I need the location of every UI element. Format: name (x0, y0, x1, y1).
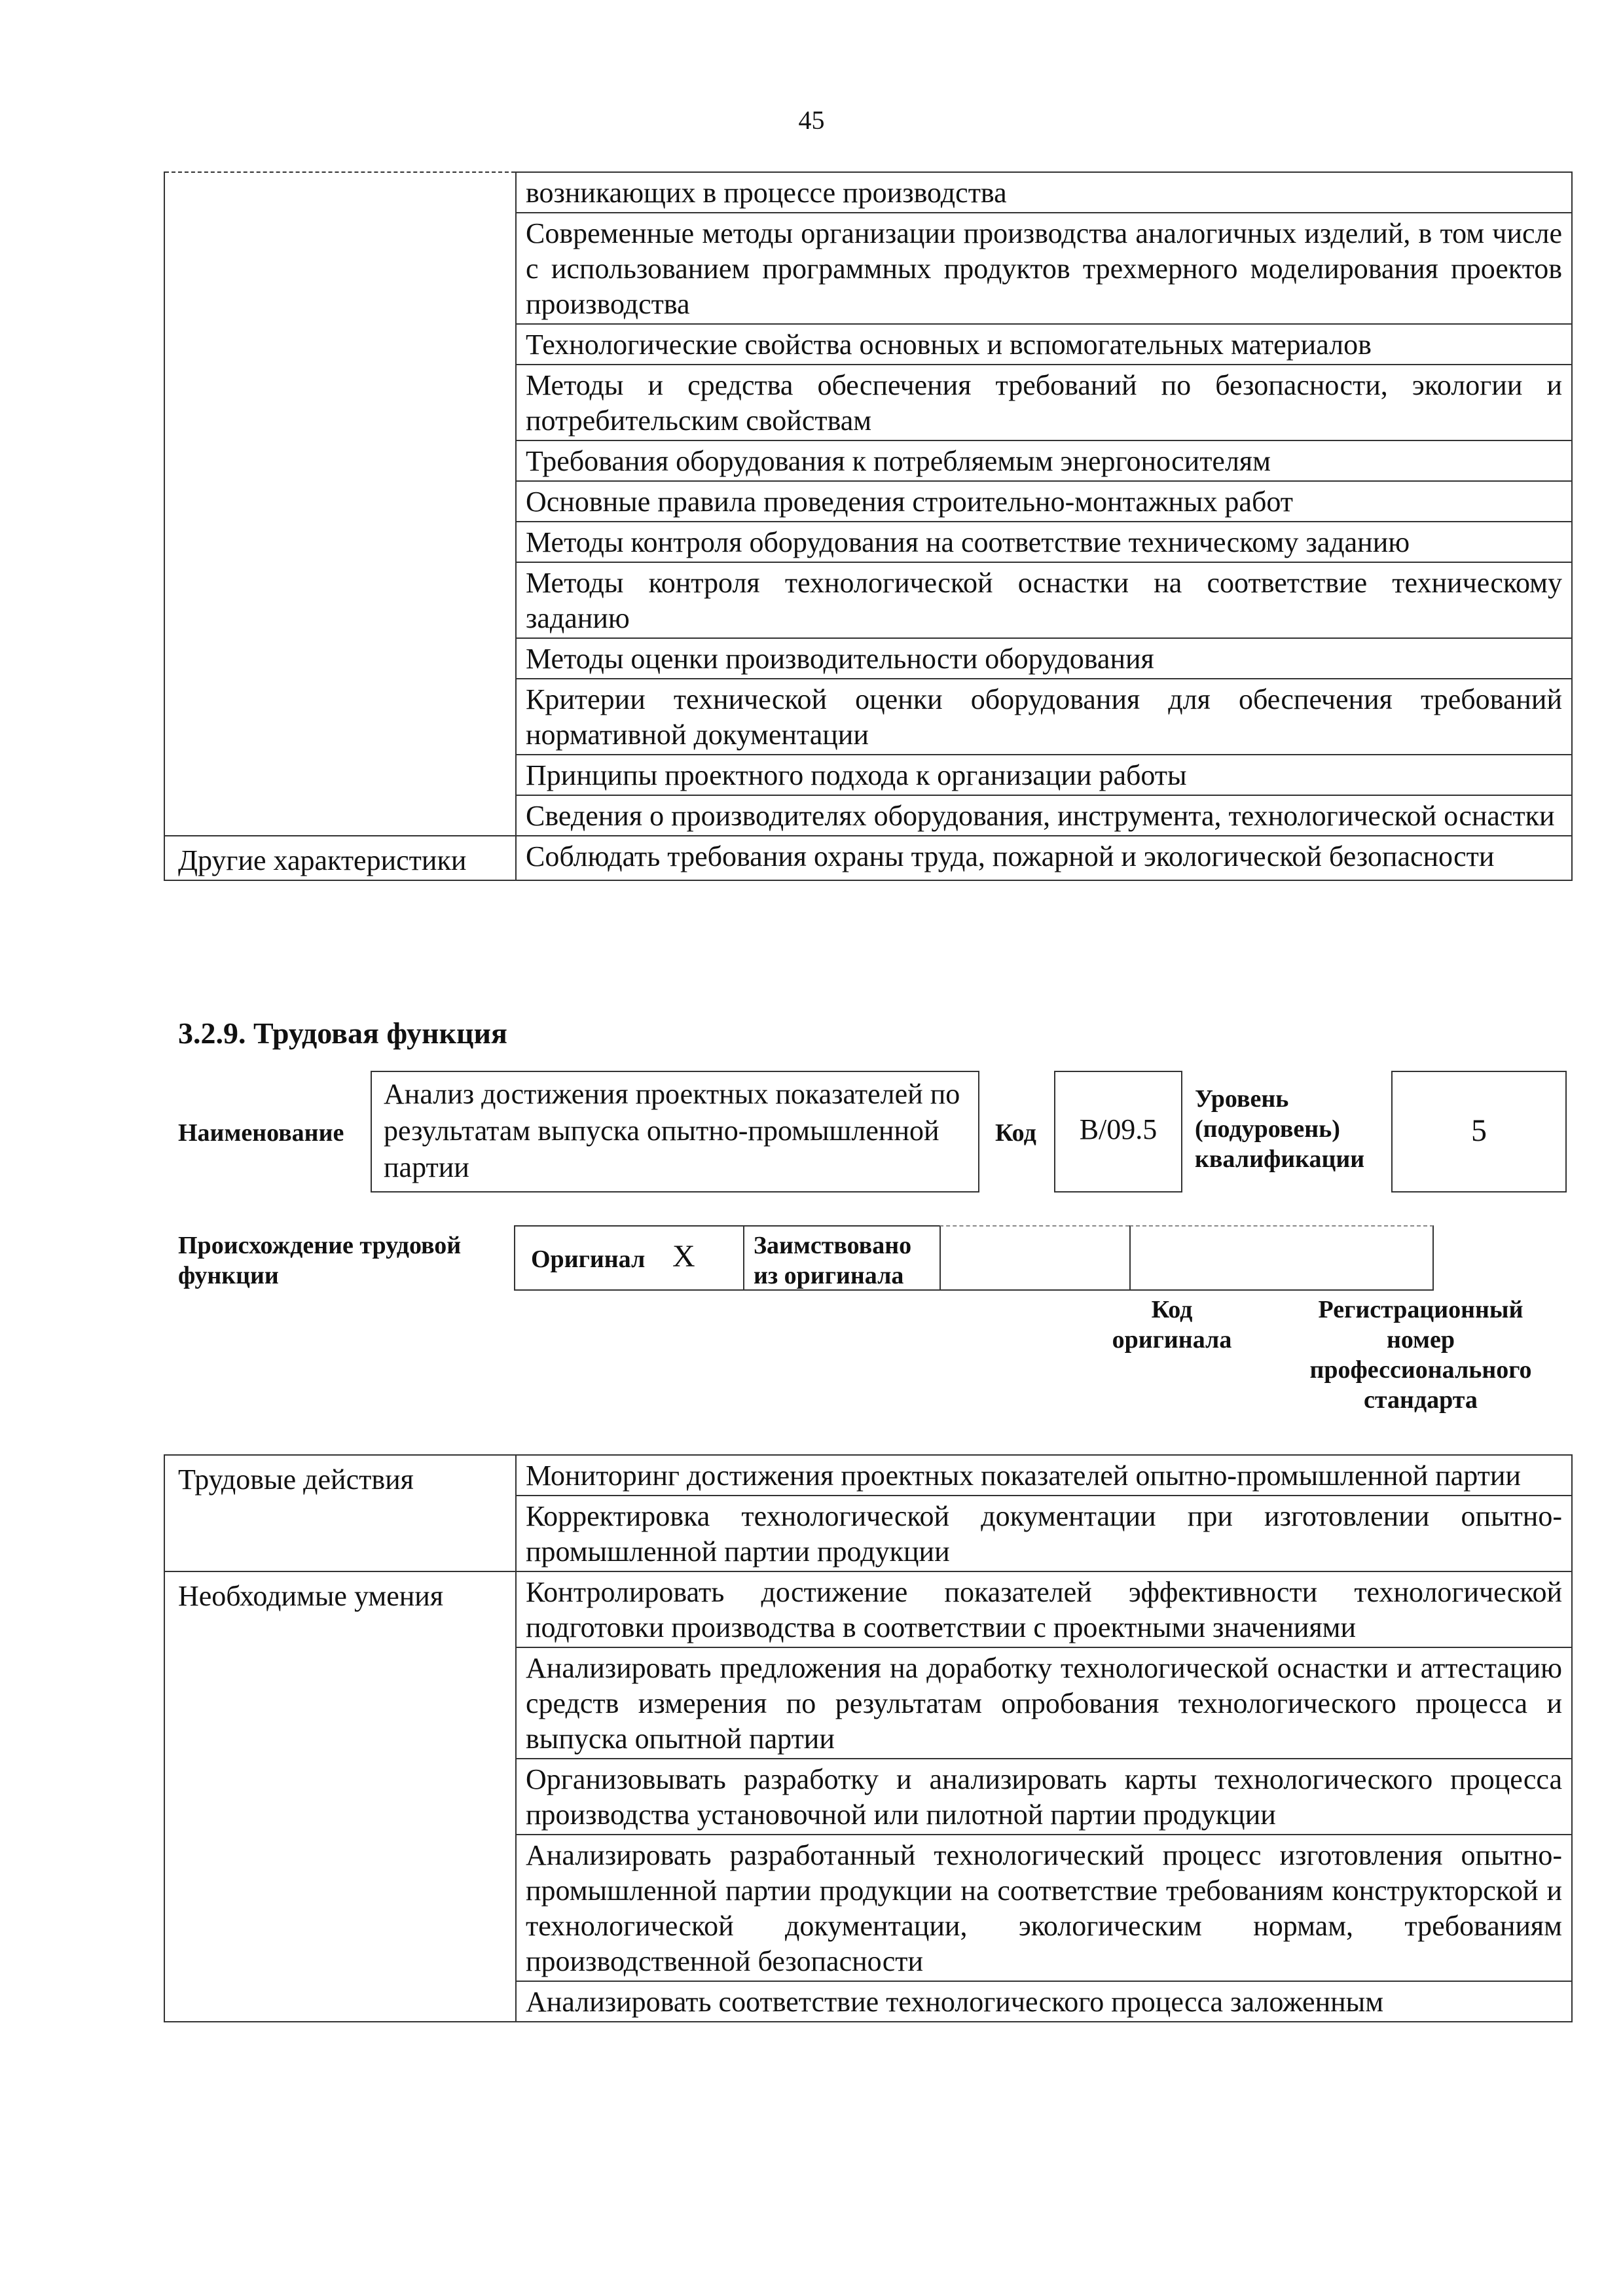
labor-actions-label: Трудовые действия (164, 1455, 516, 1571)
knowledge-item: возникающих в процессе производства (516, 172, 1572, 213)
section-heading: 3.2.9. Трудовая функция (178, 1016, 507, 1050)
original-mark: X (672, 1239, 695, 1274)
table-row (164, 836, 1572, 880)
required-skills-item: Анализировать разработанный технологический процесс изготовления опытно-промышленной партии продукции на соответствие требованиям конструкторской и технологической документации, экологическим нормам, требованиям производственной безопасности (516, 1835, 1572, 1981)
level-box (1391, 1071, 1567, 1193)
table-row (164, 172, 1572, 213)
knowledge-item: Современные методы организации производства аналогичных изделий, в том числе с использованием программных продуктов трехмерного моделирования проектов производства (516, 213, 1572, 324)
borrowed-cell (743, 1225, 939, 1291)
function-name-box (371, 1071, 979, 1193)
level-value: 5 (1471, 1113, 1487, 1148)
required-skills-item: Анализировать предложения на доработку технологической оснастки и аттестацию средств измерения по результатам опробования технологического процесса и выпуска опытной партии (516, 1647, 1572, 1759)
function-name: Анализ достижения проектных показателей по результатам выпуска опытно-промышленной партии (384, 1078, 960, 1183)
knowledge-item: Технологические свойства основных и вспомогательных материалов (516, 324, 1572, 365)
knowledge-item: Методы и средства обеспечения требований по безопасности, экологии и потребительским свойствам (516, 365, 1572, 440)
knowledge-item: Критерии технической оценки оборудования для обеспечения требований нормативной документации (516, 679, 1572, 755)
knowledge-item: Принципы проектного подхода к организации работы (516, 755, 1572, 795)
reg-number-cell (1129, 1225, 1434, 1291)
knowledge-item: Методы контроля оборудования на соответствие техническому заданию (516, 522, 1572, 562)
knowledge-item: Сведения о производителях оборудования, инструмента, технологической оснастки (516, 795, 1572, 836)
original-cell (514, 1225, 743, 1291)
knowledge-item: Основные правила проведения строительно-монтажных работ (516, 481, 1572, 522)
knowledge-item: Методы контроля технологической оснастки на соответствие техническому заданию (516, 562, 1572, 638)
original-label: Оригинал (531, 1246, 646, 1273)
borrowed-label: Заимствовано из оригинала (754, 1232, 912, 1289)
other-characteristics-label: Другие характеристики (164, 836, 516, 880)
reg-number-caption: Регистрационный номер профессионального стандарта (1309, 1296, 1532, 1414)
required-skills-label: Необходимые умения (164, 1571, 516, 2022)
table-row (164, 1571, 1572, 1647)
original-code-cell (939, 1225, 1129, 1291)
origin-label: Происхождение трудовой функции (178, 1232, 462, 1289)
labor-actions-item: Корректировка технологической документации при изготовлении опытно-промышленной партии продукции (516, 1496, 1572, 1571)
knowledge-item: Требования оборудования к потребляемым энергоносителям (516, 440, 1572, 481)
required-skills-item: Организовывать разработку и анализировать карты технологического процесса производства установочной или пилотной партии продукции (516, 1759, 1572, 1835)
code-label: Код (995, 1119, 1036, 1147)
page-number: 45 (798, 105, 825, 135)
other-characteristics-text: Соблюдать требования охраны труда, пожарной и экологической безопасности (516, 836, 1572, 880)
function-details-table (164, 1454, 1573, 2022)
row-label (164, 172, 516, 836)
name-label: Наименование (178, 1119, 344, 1147)
level-label: Уровень (подуровень) квалификации (1195, 1085, 1365, 1173)
table-row (164, 1455, 1572, 1496)
knowledge-table-continuation (164, 171, 1573, 881)
required-skills-item: Контролировать достижение показателей эффективности технологической подготовки производства в соответствии с проектными значениями (516, 1571, 1572, 1647)
required-skills-item: Анализировать соответствие технологического процесса заложенным (516, 1981, 1572, 2022)
original-code-caption: Код оригинала (1112, 1296, 1232, 1354)
labor-actions-item: Мониторинг достижения проектных показателей опытно-промышленной партии (516, 1455, 1572, 1496)
knowledge-item: Методы оценки производительности оборудования (516, 638, 1572, 679)
code-box (1054, 1071, 1182, 1193)
code-value: B/09.5 (1079, 1113, 1158, 1145)
